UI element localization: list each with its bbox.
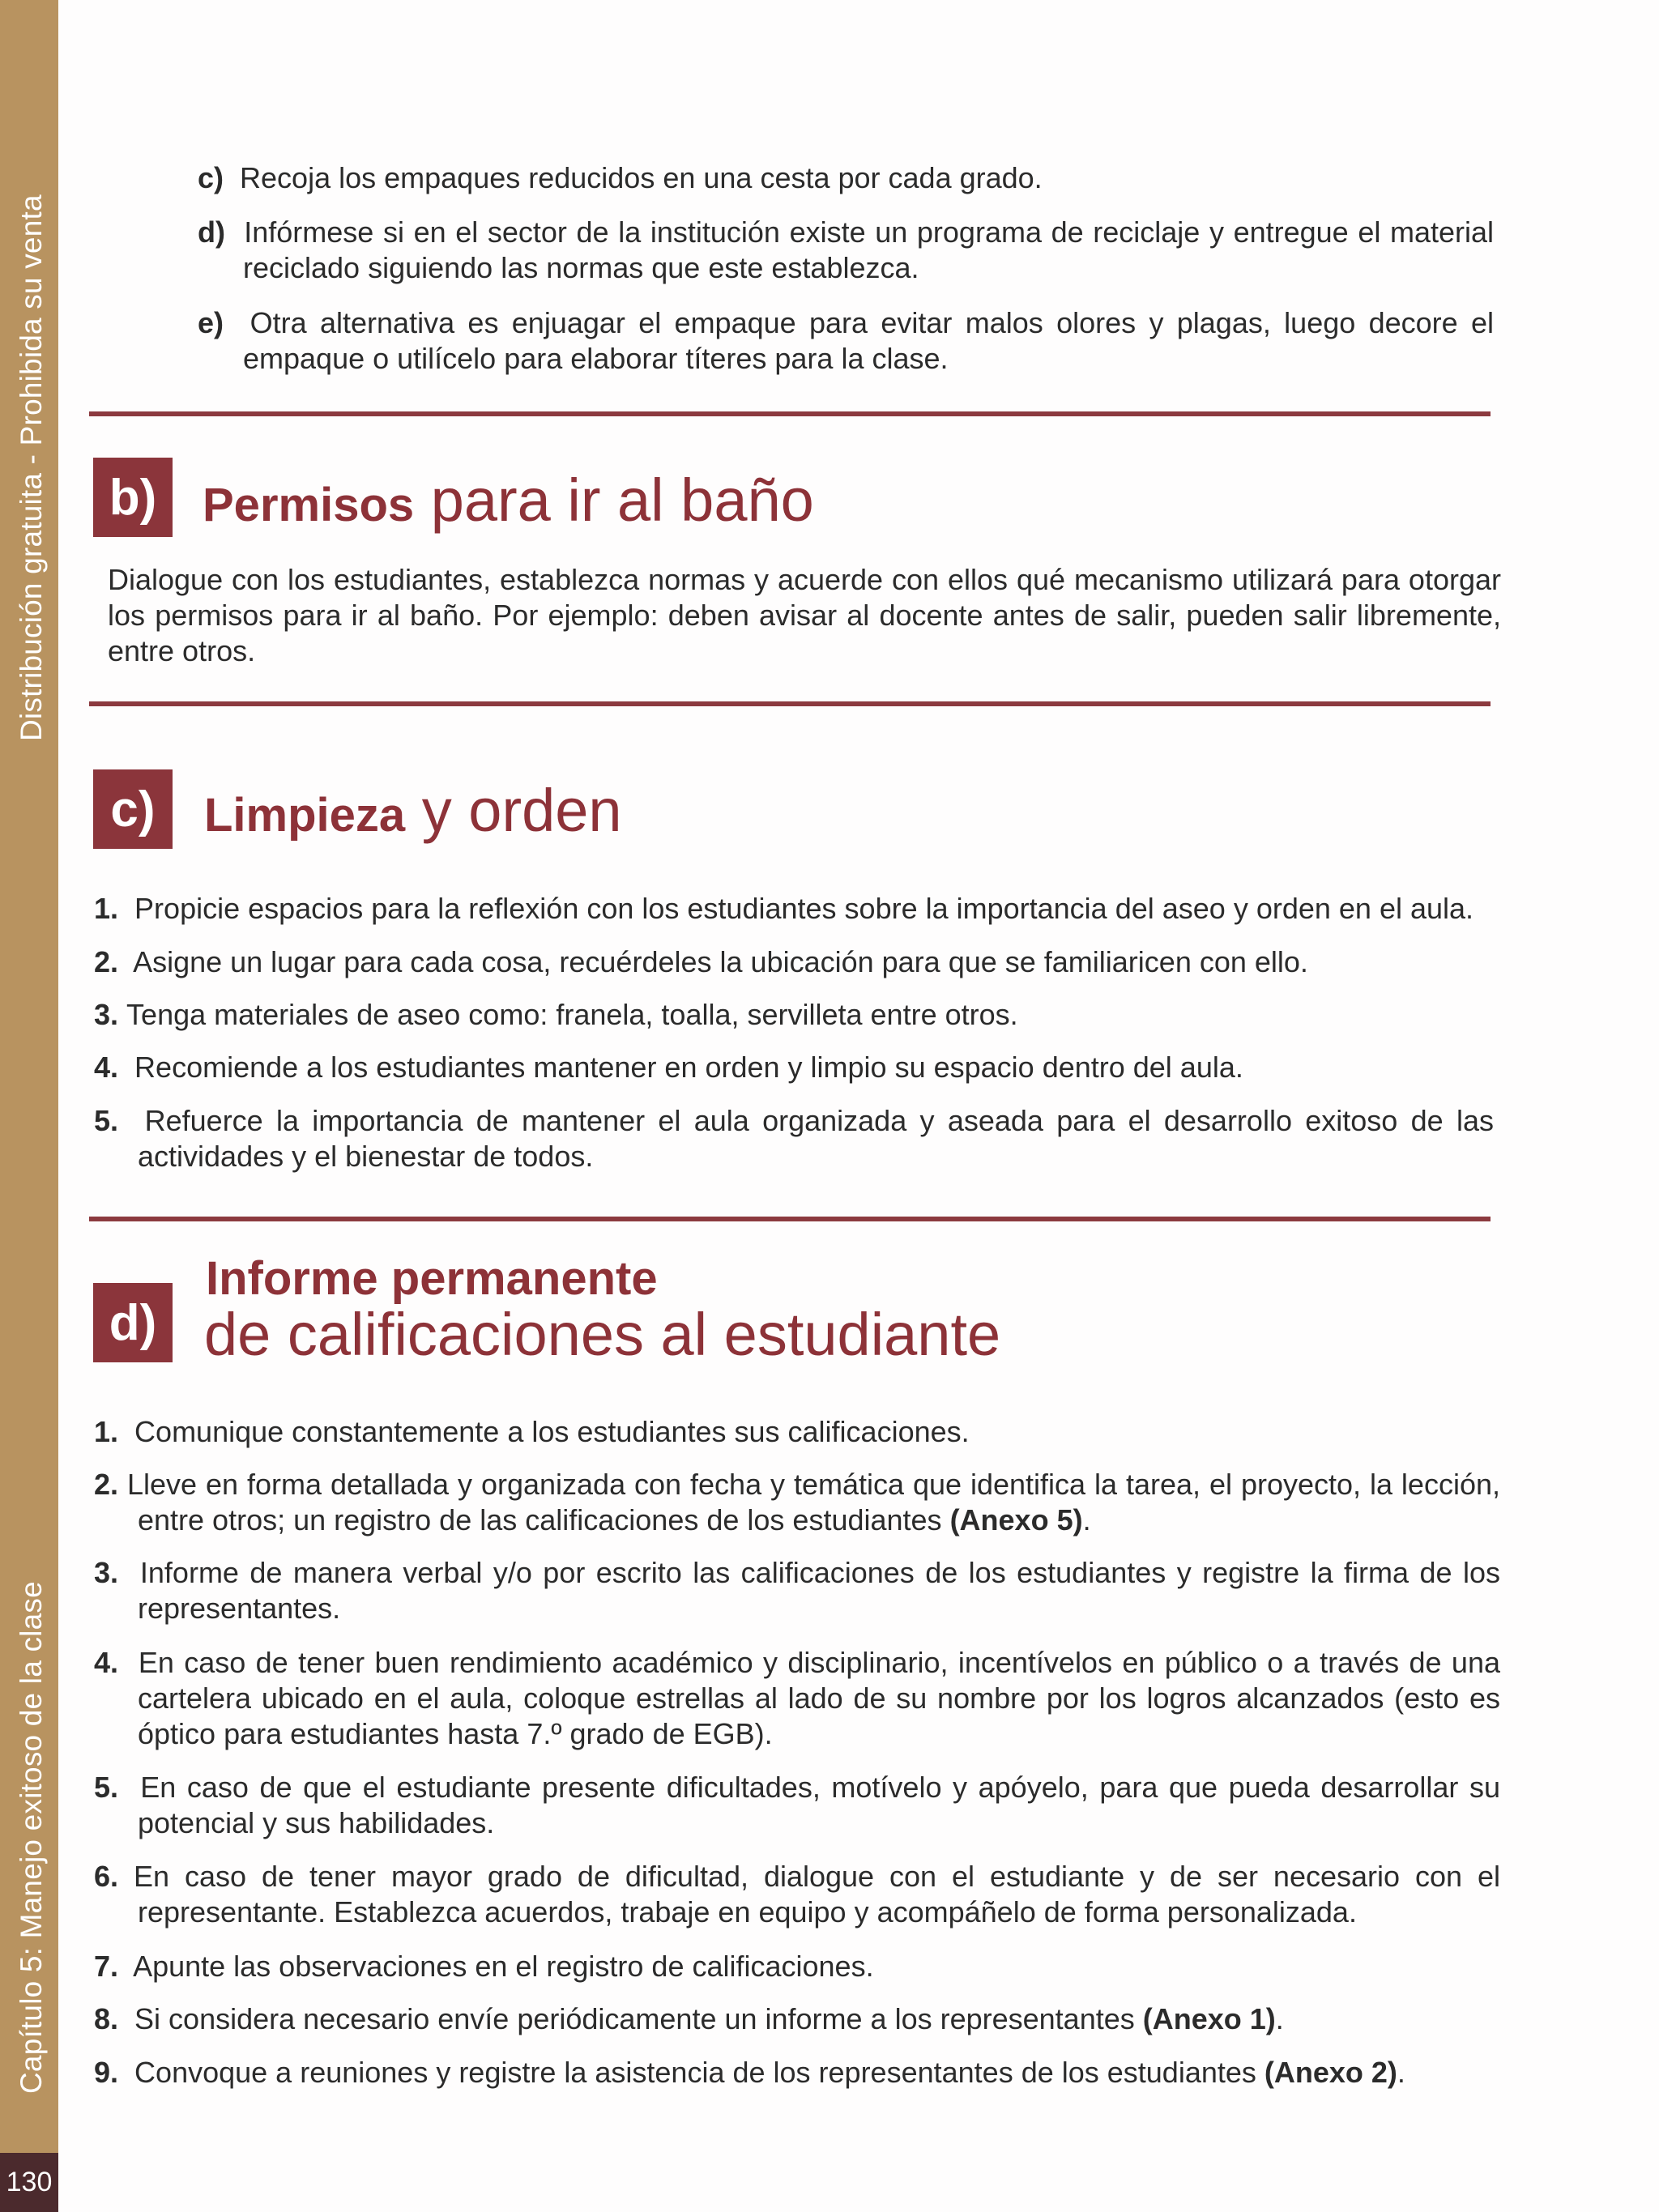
intro-item-marker: d) bbox=[198, 215, 225, 249]
sidebar-chapter-text: Capítulo 5: Manejo exitoso de la clase bbox=[15, 1581, 48, 2094]
intro-item-text: Infórmese si en el sector de la institución existe un programa de reciclaje y entregue el material reciclado siguiendo las normas que este establezca. bbox=[243, 215, 1494, 284]
section-badge-b: b) bbox=[93, 458, 173, 537]
list-number: 9. bbox=[94, 2056, 119, 2089]
list-number: 3. bbox=[94, 998, 119, 1031]
intro-item-e bbox=[198, 305, 1494, 377]
section-divider bbox=[89, 701, 1491, 706]
section-b-title-bold: Permisos bbox=[203, 479, 415, 531]
list-text: Apunte las observaciones en el registro de calificaciones. bbox=[133, 1950, 874, 1983]
list-item bbox=[94, 1414, 1500, 1450]
list-item bbox=[94, 1467, 1500, 1538]
list-item bbox=[94, 891, 1500, 927]
list-text: Propicie espacios para la reflexión con los estudiantes sobre la importancia del aseo y orden en el aula. bbox=[134, 892, 1474, 925]
list-text: Comunique constantemente a los estudiantes sus calificaciones. bbox=[134, 1415, 970, 1448]
list-text: En caso de tener mayor grado de dificultad, dialogue con el estudiante y de ser necesario con el representante. Establezca acuerdos, trabaje en equipo y acompáñelo de forma personalizada. bbox=[133, 1860, 1500, 1929]
list-text: Lleve en forma detallada y organizada con fecha y temática que identifica la tarea, el proyecto, la lección, entre otros; un registro de las calificaciones de los estudiantes bbox=[126, 1468, 1500, 1536]
list-text: En caso de tener buen rendimiento académico y disciplinario, incentívelos en público o a través de una cartelera ubicado en el aula, coloque estrellas al lado de su nombre por los logros alcanzados (esto es óptico para estudiantes hasta 7.º grado de EGB). bbox=[138, 1646, 1500, 1750]
section-d-title-rest: de calificaciones al estudiante bbox=[204, 1301, 1001, 1368]
list-text-end: . bbox=[1397, 2056, 1405, 2089]
intro-item-d bbox=[198, 215, 1494, 286]
list-number: 4. bbox=[94, 1051, 119, 1084]
page-number: 130 bbox=[6, 2167, 53, 2197]
section-d-title-bold-line bbox=[206, 1251, 658, 1306]
list-number: 2. bbox=[94, 1468, 119, 1501]
intro-item-marker: c) bbox=[198, 161, 224, 194]
list-item bbox=[94, 2001, 1500, 2037]
list-item bbox=[94, 997, 1500, 1033]
list-number: 3. bbox=[94, 1556, 119, 1589]
intro-item-c bbox=[198, 160, 1494, 196]
list-number: 4. bbox=[94, 1646, 119, 1679]
list-number: 1. bbox=[94, 892, 119, 925]
section-c-title bbox=[204, 776, 622, 845]
list-item bbox=[94, 944, 1500, 980]
annex-reference: (Anexo 2) bbox=[1264, 2056, 1397, 2089]
list-text: En caso de que el estudiante presente dificultades, motívelo y apóyelo, para que pueda desarrollar su potencial y sus habilidades. bbox=[138, 1771, 1500, 1839]
list-item bbox=[94, 1050, 1500, 1085]
intro-item-text: Recoja los empaques reducidos en una cesta por cada grado. bbox=[240, 161, 1043, 194]
section-badge-c: c) bbox=[93, 769, 173, 849]
list-number: 5. bbox=[94, 1104, 119, 1137]
section-d-title-light-line bbox=[204, 1300, 1000, 1369]
section-b-body: Dialogue con los estudiantes, establezca normas y acuerde con ellos qué mecanismo utilizará para otorgar los permisos para ir al baño. Por ejemplo: deben avisar al docente antes de salir, pueden salir libremente, entre otros. bbox=[108, 563, 1501, 667]
list-number: 7. bbox=[94, 1950, 119, 1983]
list-text: Recomiende a los estudiantes mantener en orden y limpio su espacio dentro del aula. bbox=[134, 1051, 1243, 1084]
list-item bbox=[94, 1103, 1494, 1174]
annex-reference: (Anexo 1) bbox=[1142, 2002, 1276, 2035]
list-text-end: . bbox=[1082, 1503, 1091, 1536]
section-b-title bbox=[203, 466, 814, 535]
list-text: Tenga materiales de aseo como: franela, toalla, servilleta entre otros. bbox=[126, 998, 1018, 1031]
intro-item-marker: e) bbox=[198, 306, 224, 339]
list-item bbox=[94, 1645, 1500, 1752]
section-divider bbox=[89, 411, 1491, 416]
list-number: 2. bbox=[94, 945, 119, 978]
list-number: 6. bbox=[94, 1860, 119, 1893]
list-text: Asigne un lugar para cada cosa, recuérdeles la ubicación para que se familiaricen con ello. bbox=[133, 945, 1308, 978]
section-c-title-bold: Limpieza bbox=[204, 789, 406, 842]
list-item bbox=[94, 2055, 1500, 2091]
list-item bbox=[94, 1770, 1500, 1841]
intro-item-text: Otra alternativa es enjuagar el empaque para evitar malos olores y plagas, luego decore el empaque o utilícelo para elaborar títeres para la clase. bbox=[243, 306, 1494, 375]
section-divider bbox=[89, 1217, 1491, 1221]
list-text: Informe de manera verbal y/o por escrito las calificaciones de los estudiantes y registre la firma de los representantes. bbox=[138, 1556, 1500, 1625]
list-text: Si considera necesario envíe periódicamente un informe a los representantes bbox=[134, 2002, 1143, 2035]
list-text-end: . bbox=[1275, 2002, 1284, 2035]
annex-reference: (Anexo 5) bbox=[949, 1503, 1083, 1536]
list-text: Refuerce la importancia de mantener el aula organizada y aseada para el desarrollo exitoso de las actividades y el bienestar de todos. bbox=[138, 1104, 1494, 1173]
section-b-title-rest: para ir al baño bbox=[414, 467, 814, 534]
list-item bbox=[94, 1555, 1500, 1626]
list-number: 8. bbox=[94, 2002, 119, 2035]
list-item bbox=[94, 1949, 1500, 1984]
list-item bbox=[94, 1859, 1500, 1930]
section-c-title-rest: y orden bbox=[405, 777, 622, 844]
list-number: 1. bbox=[94, 1415, 119, 1448]
list-number: 5. bbox=[94, 1771, 119, 1804]
list-text: Convoque a reuniones y registre la asistencia de los representantes de los estudiantes bbox=[134, 2056, 1265, 2089]
section-badge-d: d) bbox=[93, 1283, 173, 1362]
section-d-title-bold: Informe permanente bbox=[206, 1252, 658, 1305]
sidebar-distribution-text: Distribución gratuita - Prohibida su venta bbox=[15, 194, 48, 741]
